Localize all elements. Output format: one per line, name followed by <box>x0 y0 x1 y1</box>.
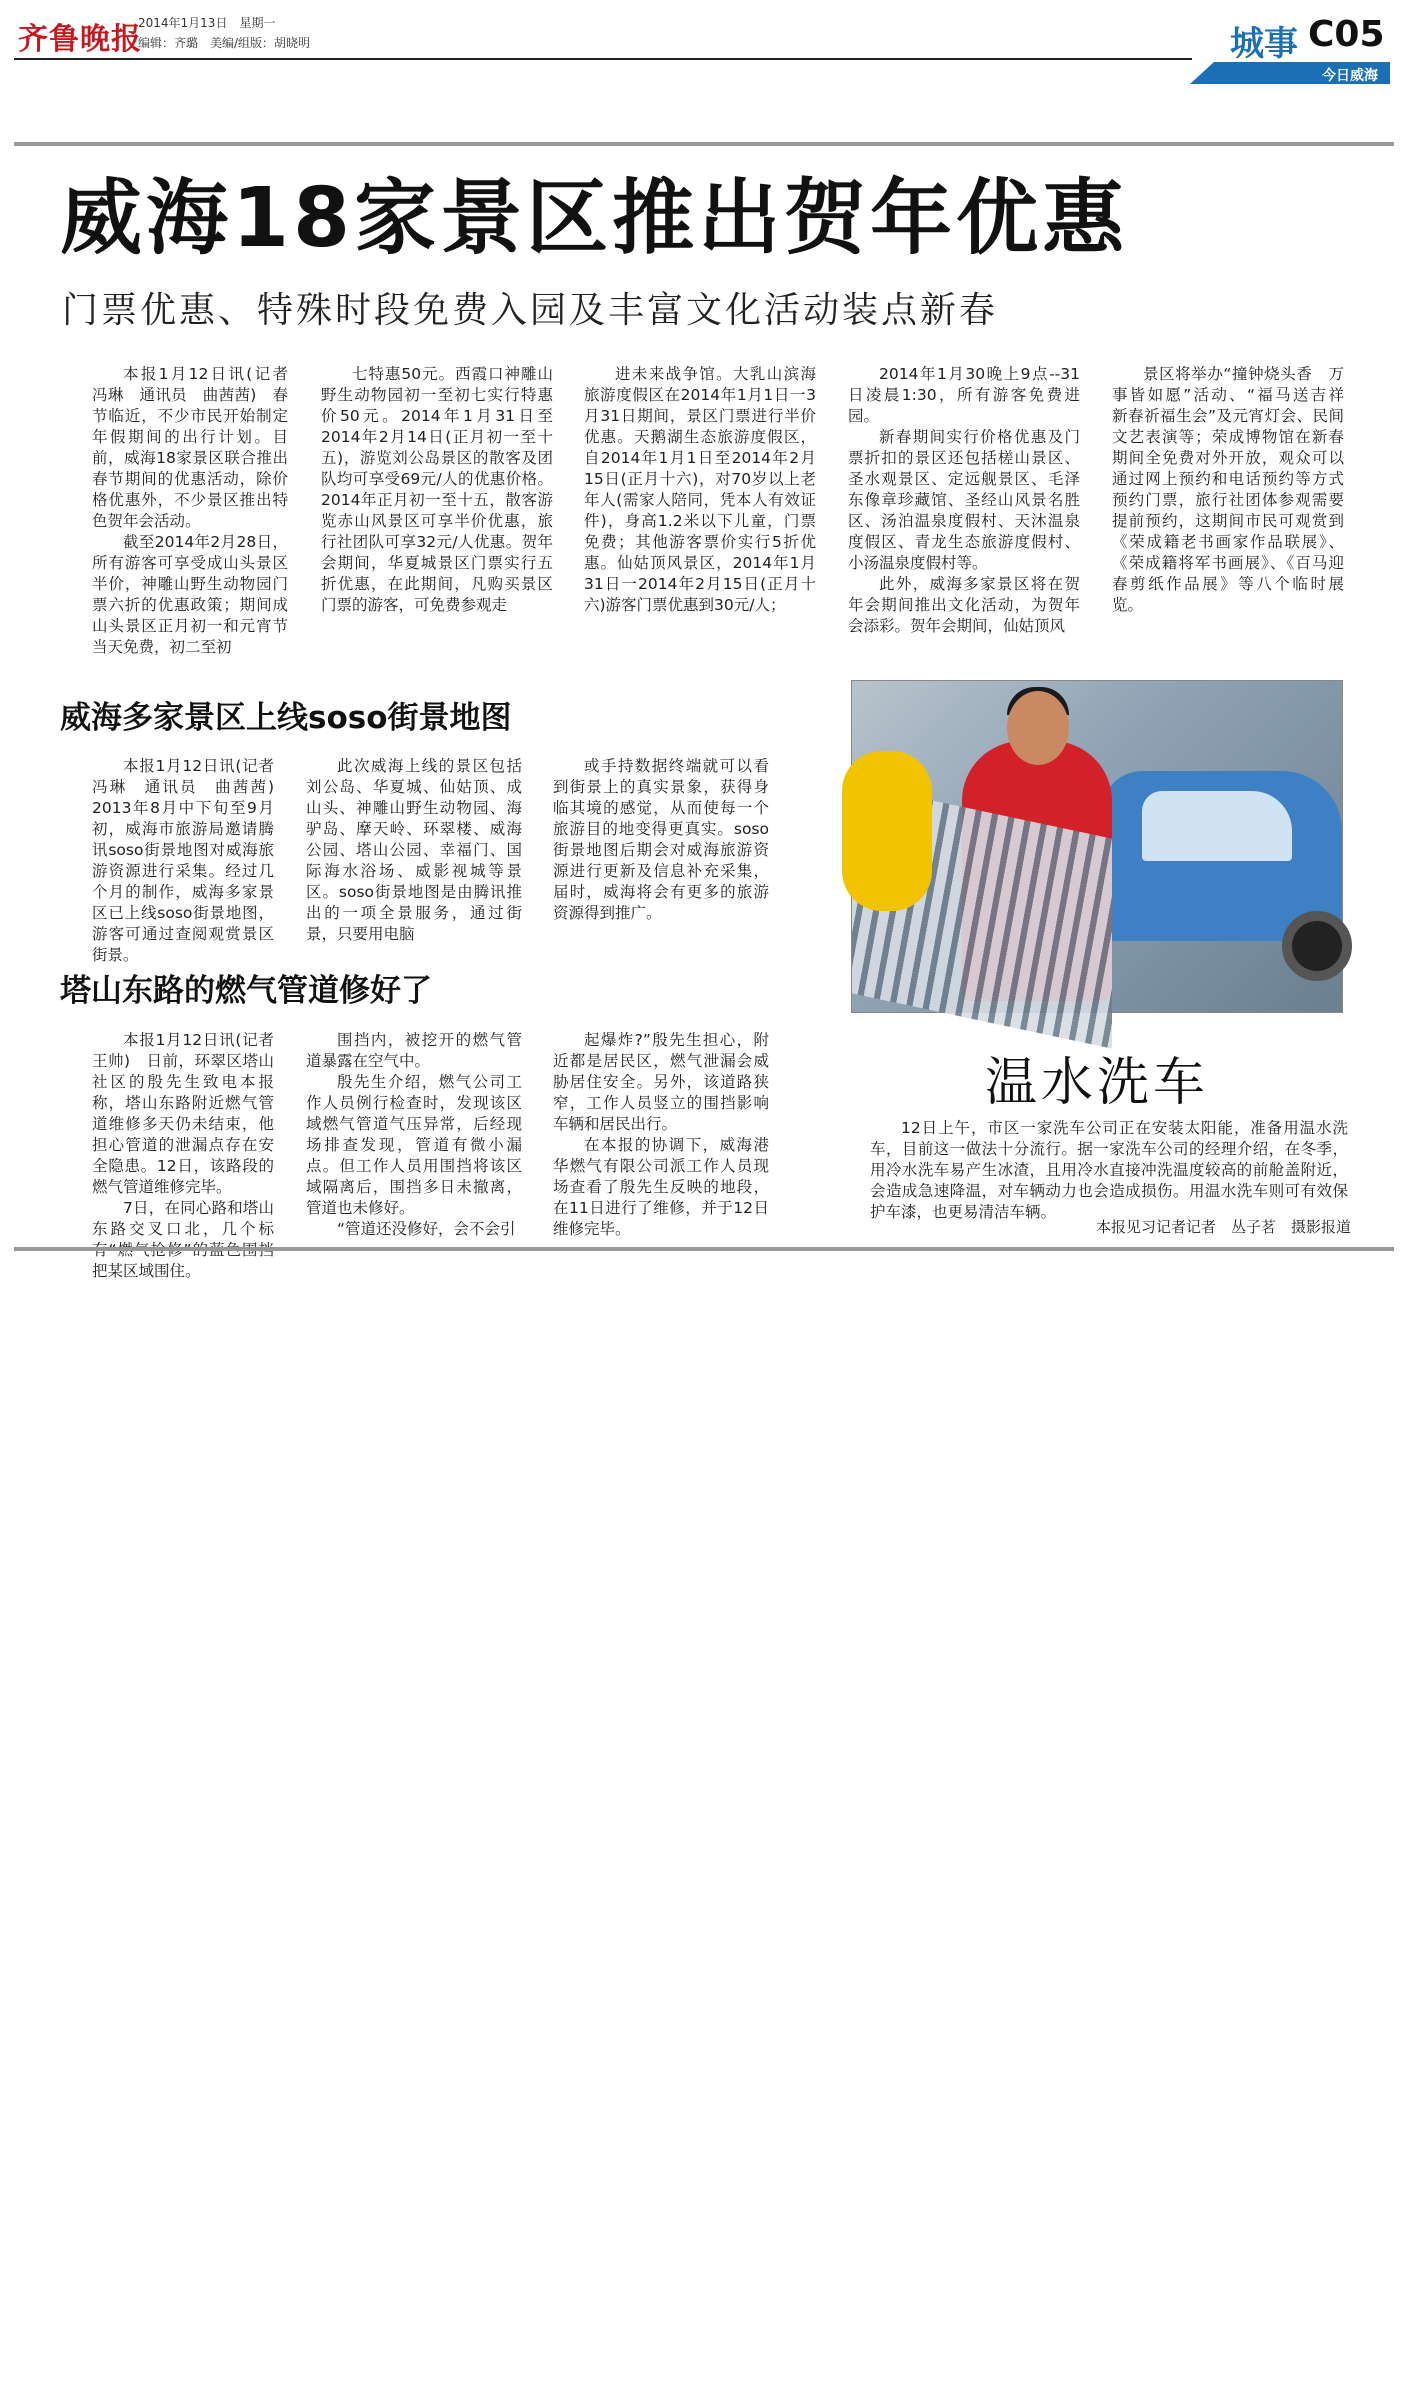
paragraph: 围挡内，被挖开的燃气管道暴露在空气中。 <box>306 1031 522 1070</box>
story2-column-2 <box>306 756 522 943</box>
paragraph: 在本报的协调下，威海港华燃气有限公司派工作人员现场查看了殷先生反映的地段，在11日进行了维修，并于12日维修完毕。 <box>553 1136 769 1238</box>
paragraph: 本报1月12日讯(记者 冯琳 通讯员 曲茜茜) 春节临近，不少市民开始制定年假期间的出行计划。目前，威海18家景区联合推出春节期间的优惠活动，除价格优惠外，不少景区推出特色贺年会活动。 <box>92 365 304 530</box>
lead-column-1 <box>92 364 304 656</box>
paragraph: 此外，威海多家景区将在贺年会期间推出文化活动，为贺年会添彩。贺年会期间，仙姑顶风 <box>848 575 1080 635</box>
lead-column-5 <box>1112 364 1360 616</box>
paragraph: 7日，在同心路和塔山东路交叉口北，几个标 把某区域围住。 <box>92 1199 274 1280</box>
paragraph: 本报1月12日讯(记者 王帅) 日前，环翠区塔山社区的殷先生致电本报称，塔山东路附近燃气管道维修多天仍未结束，他担心管道的泄漏点存在安全隐患。12日，该路段的燃气管道维修完毕。 <box>92 1031 290 1196</box>
story3-column-1-text <box>92 1030 290 1282</box>
photo-car-window <box>1142 791 1292 861</box>
photo-worker-head <box>1007 691 1069 765</box>
paragraph: 殷先生介绍，燃气公司工作人员例行检查时，发现该区域燃气管道气压异常，后经现场排查发现，管道有微小漏点。但工作人员用围挡将该区域隔离后，围挡多日未撤离，管道也未修好。 <box>306 1073 522 1217</box>
lead-column-5-text: 景区将举办“撞钟烧头香 万事皆如愿”活动、“福马送吉祥 新春祈福生会”及元宵灯会、民间文艺表演等；荣成博物馆在新春期间全免费对外开放，观众可以通过网上预约和电话预约等方式预约门票，旅行社团体参观需要提前预约，这期间市民可观赏到《荣成籍老书画家作品联展》、《荣成籍将军书画展》、《百马迎春剪纸作品展》等八个临时展览。 <box>1112 365 1360 614</box>
story3-column-1 <box>92 1030 290 1280</box>
page-number: C05 <box>1308 14 1385 55</box>
photo-caption: 12日上午，市区一家洗车公司正在安装太阳能，准备用温水洗车，目前这一做法十分流行。据一家洗车公司的经理介绍，在冬季，用冷水洗车易产生冰渣，且用冷水直接冲洗温度较高的前舱盖附近，会造成急速降温，对车辆动力也会造成损伤。用温水洗车则可有效保护车漆，也更易清洁车辆。 <box>870 1119 1348 1221</box>
lead-column-3 <box>584 364 816 616</box>
lead-subhead: 门票优惠、特殊时段免费入园及丰富文化活动装点新春 <box>62 290 999 331</box>
lead-column-4-text <box>848 364 1080 637</box>
section-name: 城事 <box>1230 24 1298 64</box>
story3-column-3-text <box>553 1030 769 1240</box>
story3-title: 塔山东路的燃气管道修好了 <box>60 973 432 1009</box>
lead-column-2-text: 七特惠50元。西霞口神雕山野生动物园初一至初七实行特惠价50元。2014年1月31日至2014年2月14日(正月初一至十五)，游览刘公岛景区的散客及团队均可享受69元/人的优惠价格。2014年正月初一至十五，散客游览赤山风景区可享半价优惠，旅行社团队可享32元/人优惠。贺年会期间，华夏城景区门票实行五折优惠，在此期间，凡购买景区门票的游客，可免费参观走 <box>321 365 553 614</box>
story3-column-3 <box>553 1030 769 1240</box>
paragraph: 新春期间实行价格优惠及门票折扣的景区还包括槎山景区、圣水观景区、定远舰景区、毛泽东像章珍藏馆、圣经山风景名胜区、汤泊温泉度假村、天沐温泉度假区、青龙生态旅游度假村、小汤温泉度假村等。 <box>848 428 1080 572</box>
lead-column-3-text: 进未来战争馆。大乳山滨海旅游度假区在2014年1月1日一3月31日期间，景区门票进行半价优惠。天鹅湖生态旅游度假区，自2014年1月1日至2014年2月15日(正月十六)，对70岁以上老年人(需家人陪同，凭本人有效证件)，身高1.2米以下儿童，门票免费；其他游客票价实行5折优惠。仙姑顶风景区，2014年1月31日一2014年2月15日(正月十六)游客门票优惠到30元/人； <box>584 365 816 614</box>
lead-column-4 <box>848 364 1080 635</box>
lead-column-2 <box>321 364 553 616</box>
car-wash-photo <box>851 680 1343 1013</box>
issue-date: 2014年1月13日 星期一 <box>138 16 276 30</box>
paragraph: 2014年1月30晚上9点--31日凌晨1:30，所有游客免费进园。 <box>848 365 1080 425</box>
editor-credits: 编辑：齐璐 美编/组版：胡晓明 <box>138 36 311 50</box>
section-subtitle: 今日威海 <box>1322 68 1378 84</box>
story3-column-2 <box>306 1030 522 1240</box>
photo-car-wheel <box>1282 911 1352 981</box>
story3-column-2-text <box>306 1030 522 1240</box>
story2-column-1-text: 本报1月12日讯(记者 冯琳 通讯员 曲茜茜) 2013年8月中下旬至9月初，威海市旅游局邀请腾讯soso街景地图对威海旅游资源进行采集。经过几个月的制作，威海多家景区已上线soso街景地图，游客可通过查阅观赏景区街景。 <box>92 757 290 964</box>
photo-sign <box>842 751 932 911</box>
story2-column-2-text: 此次威海上线的景区包括刘公岛、华夏城、仙姑顶、成山头、神雕山野生动物园、海驴岛、摩天岭、环翠楼、威海公园、塔山公园、幸福门、国际海水浴场、威影视城等景区。soso街景地图是由腾讯推出的一项全景服务，通过街景，只要用电脑 <box>306 757 522 943</box>
lead-headline: 威海18家景区推出贺年优惠 <box>60 171 1129 266</box>
newspaper-logo: 齐鲁晚报 <box>18 22 142 57</box>
story2-column-3 <box>553 756 769 926</box>
top-divider <box>14 142 1394 146</box>
photo-byline: 本报见习记者记者 丛子茗 摄影报道 <box>1095 1218 1351 1236</box>
bottom-divider <box>14 1247 1394 1251</box>
paragraph: 起爆炸?”殷先生担心，附近都是居民区，燃气泄漏会威胁居住安全。另外，该道路狭窄，工作人员竖立的围挡影响车辆和居民出行。 <box>553 1031 769 1133</box>
story2-column-3-text: 或手持数据终端就可以看到街景上的真实景象，获得身临其境的感觉，从而使每一个旅游目的地变得更真实。soso街景地图后期会对威海旅游资源进行更新及信息补充采集，届时，威海将会有更多的旅游资源得到推广。 <box>553 757 769 922</box>
photo-title: 温水洗车 <box>985 1053 1210 1113</box>
story2-column-1 <box>92 756 290 964</box>
paragraph: “管道还没修好，会不会引 <box>337 1220 516 1238</box>
lead-column-1-text <box>92 364 304 658</box>
story2-title: 威海多家景区上线soso街景地图 <box>60 700 512 736</box>
masthead <box>0 0 1409 95</box>
masthead-rule <box>14 58 1192 60</box>
paragraph: 截至2014年2月28日，所有游客可享受成山头景区半价，神雕山野生动物园门票六折的优惠政策；期间成山头景区正月初一和元宵节当天免费，初二至初 <box>92 533 288 656</box>
section-block <box>1190 14 1390 84</box>
